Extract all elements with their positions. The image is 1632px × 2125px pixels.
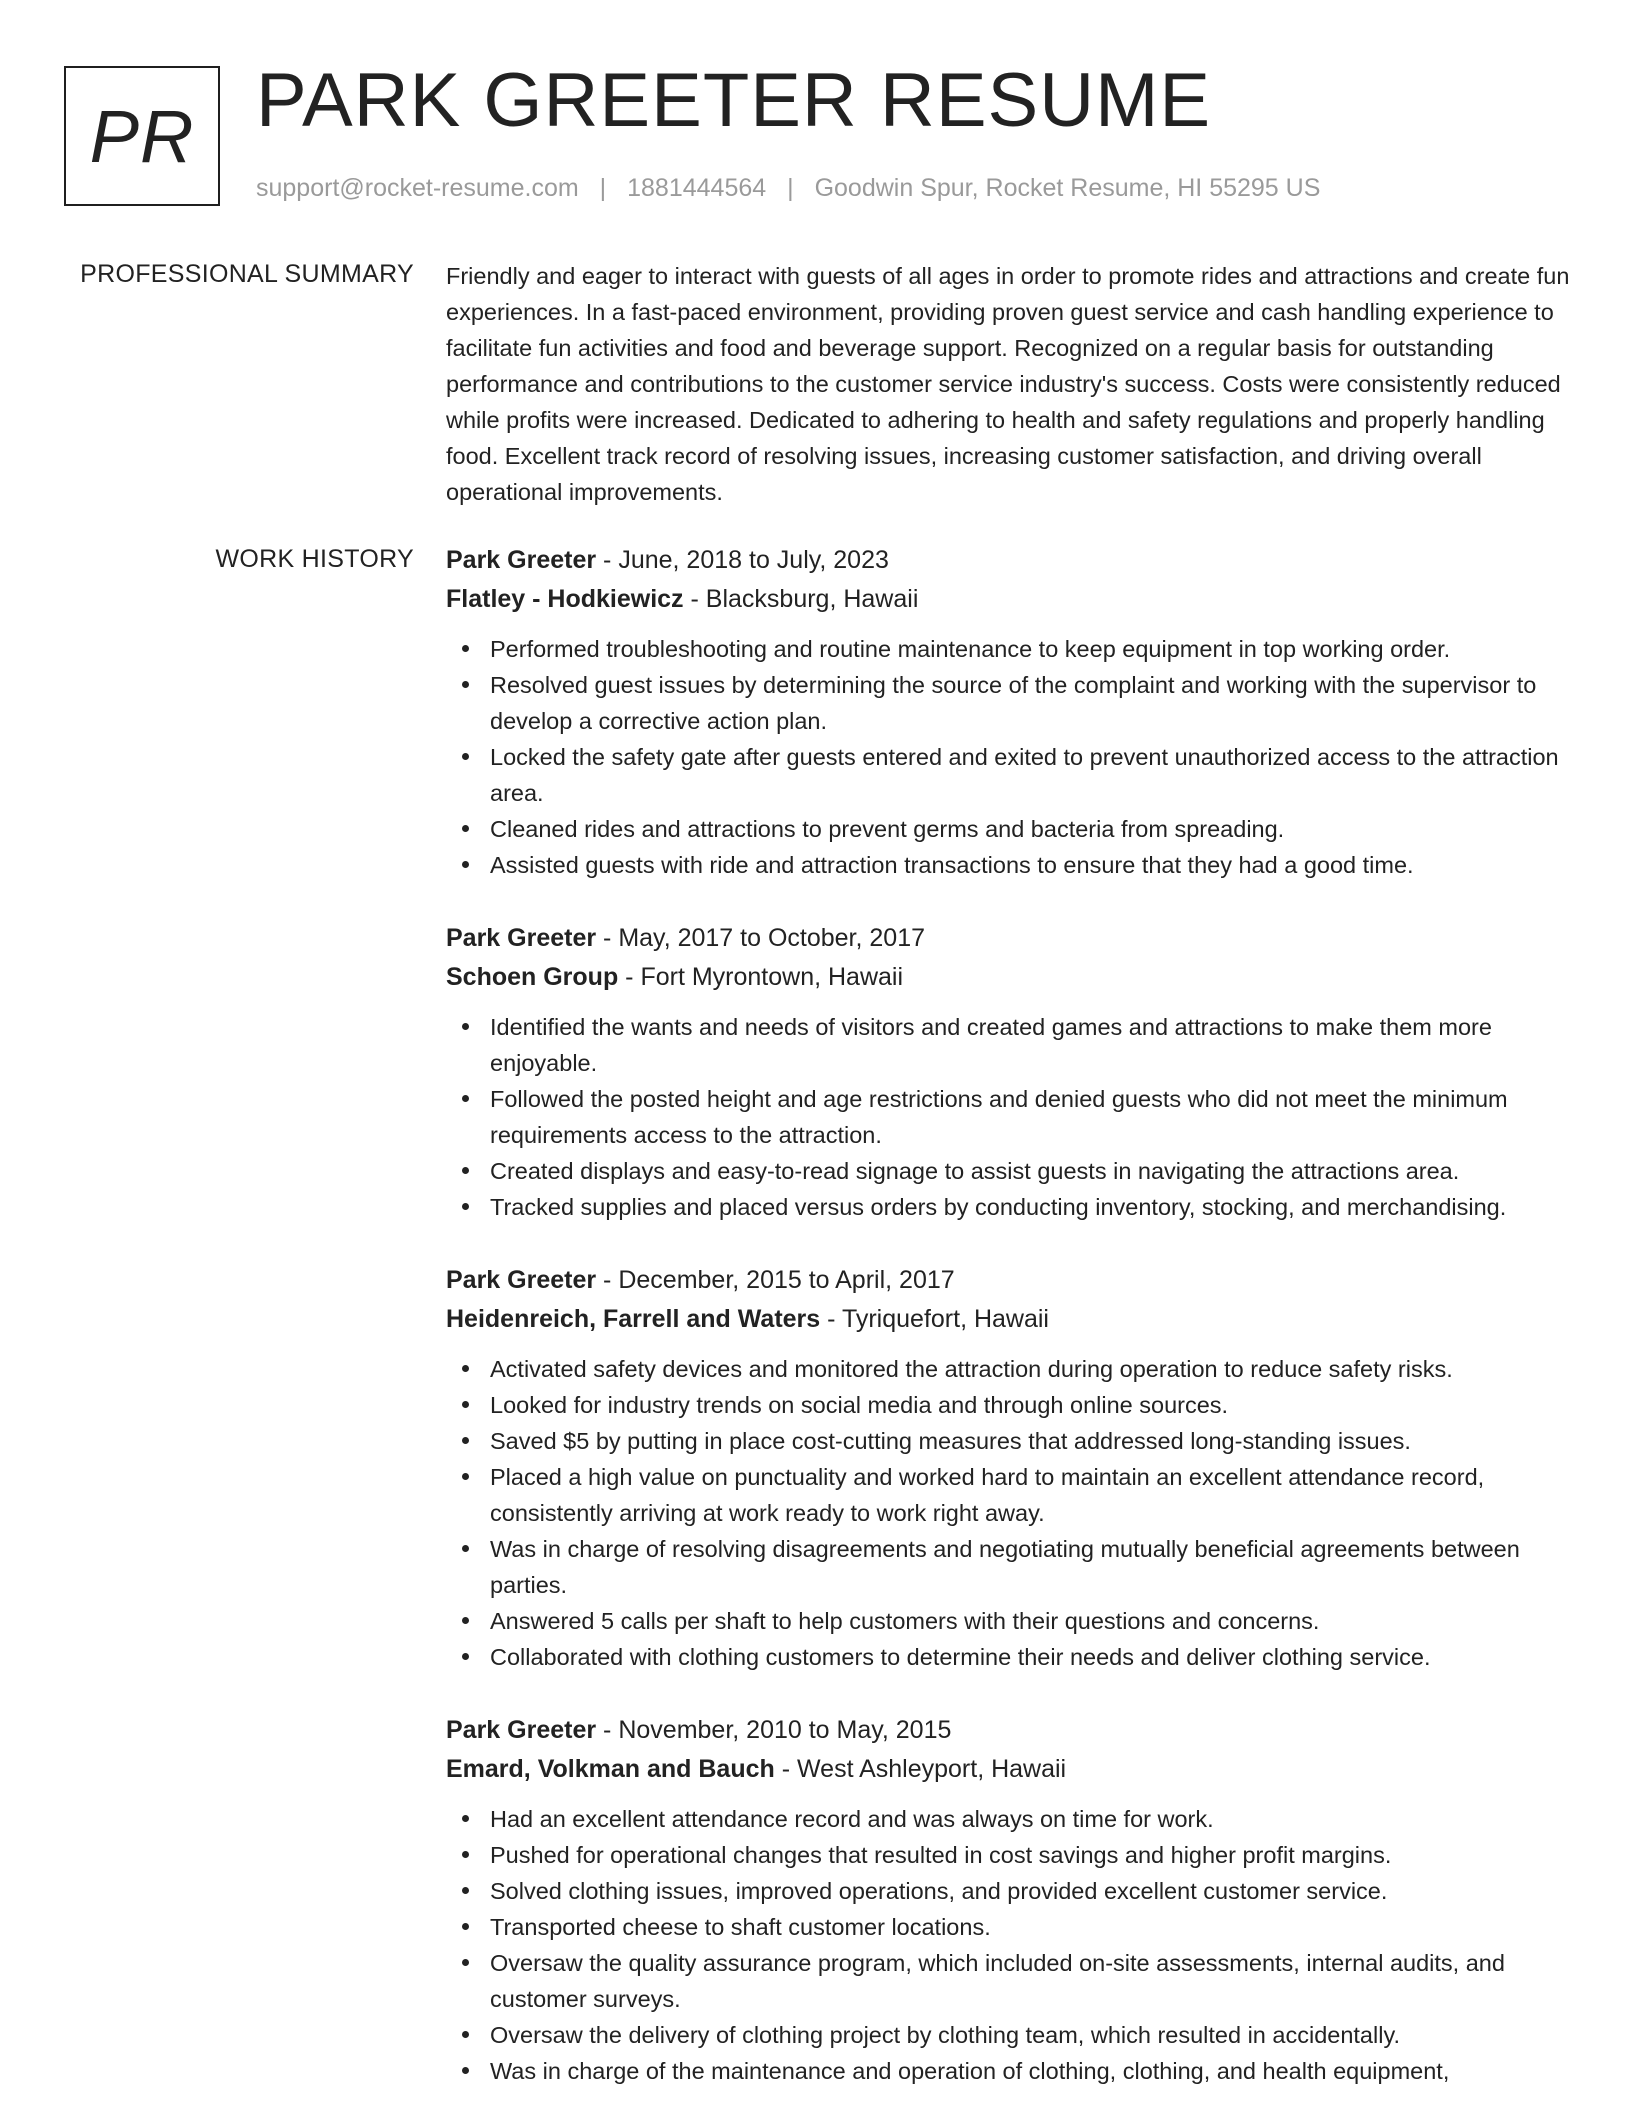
job-bullet: Performed troubleshooting and routine maintenance to keep equipment in top working order. xyxy=(446,631,1570,667)
contact-line xyxy=(256,174,1320,203)
job-company-line xyxy=(446,580,1570,619)
job-dash: - xyxy=(596,1716,619,1744)
job-dates: May, 2017 to October, 2017 xyxy=(618,924,926,952)
job-company-line xyxy=(446,958,1570,997)
job-location: Tyriquefort, Hawaii xyxy=(841,1305,1049,1333)
job-dates: December, 2015 to April, 2017 xyxy=(618,1266,955,1294)
contact-separator: | xyxy=(599,174,607,202)
work-history-section xyxy=(446,541,1570,2125)
monogram xyxy=(64,66,220,206)
job-bullet: Pushed for operational changes that resulted in cost savings and higher profit margins. xyxy=(446,1837,1570,1873)
job-title: Park Greeter xyxy=(446,1716,597,1744)
job-entry xyxy=(446,1711,1570,2089)
job-company: Schoen Group xyxy=(446,963,619,991)
job-bullet: Identified the wants and needs of visitors and created games and attractions to make them more enjoyable. xyxy=(446,1009,1570,1081)
job-title-line xyxy=(446,1261,1570,1300)
job-dash: - xyxy=(596,1266,619,1294)
job-bullet: Was in charge of the maintenance and operation of clothing, clothing, and health equipment, xyxy=(446,2053,1570,2089)
summary-text: Friendly and eager to interact with guests of all ages in order to promote rides and attractions and create fun experiences. In a fast-paced environment, providing proven guest service and cash handling experience to facilitate fun activities and food and beverage support. Recognized on a regular basis for outstanding performance and contributions to the customer service industry's success. Costs were consistently reduced while profits were increased. Dedicated to adhering to health and safety regulations and properly handling food. Excellent track record of resolving issues, increasing customer satisfaction, and driving overall operational improvements. xyxy=(446,263,1570,505)
job-entry xyxy=(446,919,1570,1225)
contact-email[interactable]: support@rocket-resume.com xyxy=(256,174,579,202)
job-bullet: Created displays and easy-to-read signage to assist guests in navigating the attractions area. xyxy=(446,1153,1570,1189)
job-bullet: Resolved guest issues by determining the source of the complaint and working with the supervisor to develop a corrective action plan. xyxy=(446,667,1570,739)
job-bullet: Answered 5 calls per shaft to help customers with their questions and concerns. xyxy=(446,1603,1570,1639)
job-bullet: Solved clothing issues, improved operations, and provided excellent customer service. xyxy=(446,1873,1570,1909)
job-company-line xyxy=(446,1300,1570,1339)
job-dates: November, 2010 to May, 2015 xyxy=(618,1716,952,1744)
job-bullet: Looked for industry trends on social media and through online sources. xyxy=(446,1387,1570,1423)
job-bullet: Collaborated with clothing customers to determine their needs and deliver clothing service. xyxy=(446,1639,1570,1675)
job-bullet: Was in charge of resolving disagreements and negotiating mutually beneficial agreements between parties. xyxy=(446,1531,1570,1603)
job-title: Park Greeter xyxy=(446,546,597,574)
job-location: Fort Myrontown, Hawaii xyxy=(640,963,904,991)
job-location: West Ashleyport, Hawaii xyxy=(797,1755,1067,1783)
job-bullet: Oversaw the quality assurance program, which included on-site assessments, internal audits, and customer surveys. xyxy=(446,1945,1570,2017)
job-dash: - xyxy=(820,1305,842,1333)
job-bullet: Followed the posted height and age restrictions and denied guests who did not meet the minimum requirements access to the attraction. xyxy=(446,1081,1570,1153)
job-title: Park Greeter xyxy=(446,924,597,952)
section-label-work-history: WORK HISTORY xyxy=(215,545,414,573)
job-bullet: Activated safety devices and monitored the attraction during operation to reduce safety risks. xyxy=(446,1351,1570,1387)
job-bullet: Transported cheese to shaft customer locations. xyxy=(446,1909,1570,1945)
job-entry xyxy=(446,541,1570,883)
job-bullet: Cleaned rides and attractions to prevent germs and bacteria from spreading. xyxy=(446,811,1570,847)
job-bullets xyxy=(446,1351,1570,1675)
job-title-line xyxy=(446,1711,1570,1750)
job-bullets xyxy=(446,1009,1570,1225)
job-dash: - xyxy=(774,1755,798,1783)
job-dates: June, 2018 to July, 2023 xyxy=(618,546,889,574)
job-dash: - xyxy=(596,924,619,952)
job-bullet: Locked the safety gate after guests entered and exited to prevent unauthorized access to the attraction area. xyxy=(446,739,1570,811)
job-bullet: Oversaw the delivery of clothing project by clothing team, which resulted in accidentally. xyxy=(446,2017,1570,2053)
job-bullets xyxy=(446,1801,1570,2089)
job-bullet: Assisted guests with ride and attraction transactions to ensure that they had a good time. xyxy=(446,847,1570,883)
job-entry xyxy=(446,1261,1570,1675)
job-company-line xyxy=(446,1750,1570,1789)
contact-separator: | xyxy=(787,174,794,202)
contact-phone[interactable]: 1881444564 xyxy=(627,174,767,202)
contact-address: Goodwin Spur, Rocket Resume, HI 55295 US xyxy=(814,174,1321,202)
monogram-initials: PR xyxy=(89,94,195,178)
section-label-summary: PROFESSIONAL SUMMARY xyxy=(80,260,414,288)
job-location: Blacksburg, Hawaii xyxy=(705,585,919,613)
job-dash: - xyxy=(596,546,619,574)
resume-title: PARK GREETER RESUME xyxy=(256,58,1212,143)
job-bullets xyxy=(446,631,1570,883)
job-company: Heidenreich, Farrell and Waters xyxy=(446,1305,821,1333)
job-bullet: Placed a high value on punctuality and worked hard to maintain an excellent attendance record, consistently arriving at work ready to work right away. xyxy=(446,1459,1570,1531)
job-dash: - xyxy=(618,963,641,991)
summary-section xyxy=(446,258,1570,510)
job-title-line xyxy=(446,541,1570,580)
job-company: Emard, Volkman and Bauch xyxy=(446,1755,775,1783)
job-title: Park Greeter xyxy=(446,1266,597,1294)
job-dash: - xyxy=(683,585,706,613)
job-title-line xyxy=(446,919,1570,958)
job-bullet: Had an excellent attendance record and was always on time for work. xyxy=(446,1801,1570,1837)
job-bullet: Tracked supplies and placed versus orders by conducting inventory, stocking, and merchandising. xyxy=(446,1189,1570,1225)
job-company: Flatley - Hodkiewicz xyxy=(446,585,684,613)
job-bullet: Saved $5 by putting in place cost-cutting measures that addressed long-standing issues. xyxy=(446,1423,1570,1459)
